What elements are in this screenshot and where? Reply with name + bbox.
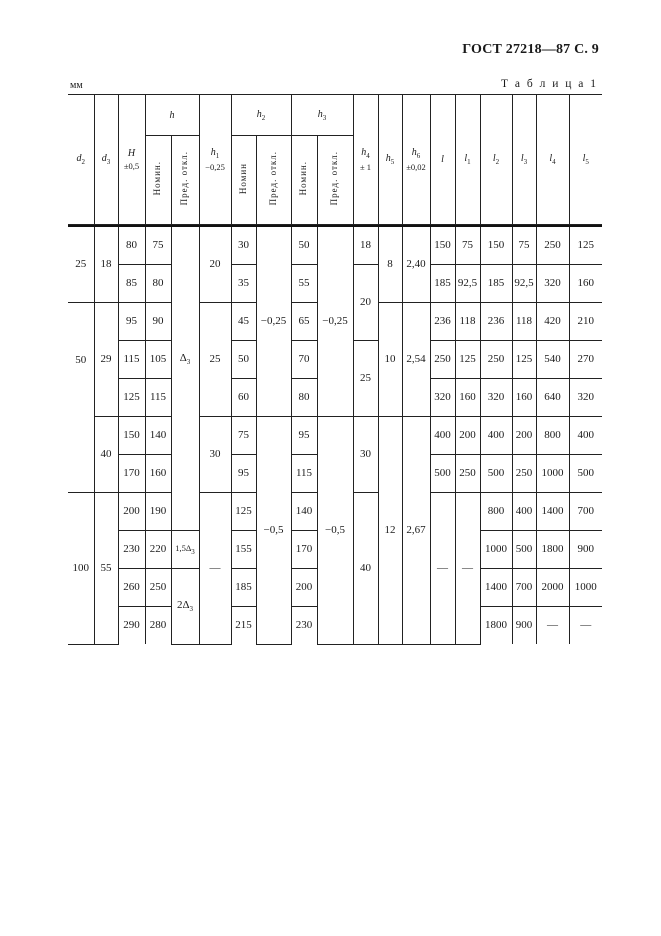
cell-H: 260 (118, 569, 145, 607)
cell-l4: 250 (536, 226, 569, 265)
cell-l1: 75 (455, 226, 480, 265)
cell-l4: 1800 (536, 531, 569, 569)
col-h2: $h_2$ (231, 95, 291, 136)
cell-l3: 250 (512, 455, 536, 493)
cell-l2: 185 (480, 265, 512, 303)
cell-h4-20: 20 (353, 265, 378, 341)
cell-l2: 250 (480, 341, 512, 379)
cell-h-nom: 105 (145, 341, 171, 379)
cell-l4: 320 (536, 265, 569, 303)
col-l: l (430, 95, 455, 225)
cell-h5-10: 10 (378, 303, 402, 417)
cell-h3-nom: 115 (291, 455, 317, 493)
cell-l3: 900 (512, 607, 536, 645)
cell-h-dev-a-cont (171, 493, 199, 531)
cell-l5: 700 (569, 493, 602, 531)
cell-h6-a: 2,40 (402, 226, 430, 303)
cell-h1-30: 30 (199, 417, 231, 493)
cell-d3-29: 29 (94, 303, 118, 417)
cell-h3-nom: 50 (291, 226, 317, 265)
cell-h5-8: 8 (378, 226, 402, 303)
units-label: мм (70, 80, 83, 91)
cell-h2-nom: 35 (231, 265, 256, 303)
cell-h-nom: 115 (145, 379, 171, 417)
col-h2-nominal: Номин (231, 136, 256, 225)
cell-l4: — (536, 607, 569, 645)
cell-h3-nom: 140 (291, 493, 317, 531)
cell-h-nom: 75 (145, 226, 171, 265)
cell-h-nom: 220 (145, 531, 171, 569)
col-l5: $l_5$ (569, 95, 602, 225)
col-l3: $l_3$ (512, 95, 536, 225)
cell-h-dev-c: $2\Delta_3$ (171, 569, 199, 645)
table-caption: Т а б л и ц а 1 (500, 78, 598, 90)
cell-h3-nom: 70 (291, 341, 317, 379)
cell-H: 125 (118, 379, 145, 417)
cell-h2-dev-a: −0,25 (256, 226, 291, 417)
cell-l1: 125 (455, 341, 480, 379)
cell-l: 236 (430, 303, 455, 341)
cell-H: 115 (118, 341, 145, 379)
cell-h4-30: 30 (353, 417, 378, 493)
cell-h-nom: 140 (145, 417, 171, 455)
cell-l2: 1400 (480, 569, 512, 607)
cell-h2-nom: 50 (231, 341, 256, 379)
cell-l1: 200 (455, 417, 480, 455)
cell-h3-nom: 95 (291, 417, 317, 455)
cell-h3-nom: 200 (291, 569, 317, 607)
col-l1: $l_1$ (455, 95, 480, 225)
cell-h-dev-a: $\Delta_3$ (171, 226, 199, 493)
cell-l3: 118 (512, 303, 536, 341)
cell-l3: 75 (512, 226, 536, 265)
cell-l1: 250 (455, 455, 480, 493)
cell-l5: 320 (569, 379, 602, 417)
cell-l: 250 (430, 341, 455, 379)
cell-l5: 160 (569, 265, 602, 303)
cell-h4-25: 25 (353, 341, 378, 417)
cell-h2-nom: 185 (231, 569, 256, 607)
cell-H: 200 (118, 493, 145, 531)
col-h: h (145, 95, 199, 136)
cell-d2-25: 25 (68, 226, 94, 303)
cell-l5: 500 (569, 455, 602, 493)
col-h2-deviation: Пред. откл. (256, 136, 291, 225)
cell-h3-dev-a: −0,25 (317, 226, 353, 417)
cell-l2: 800 (480, 493, 512, 531)
cell-l2: 320 (480, 379, 512, 417)
col-l4: $l_4$ (536, 95, 569, 225)
cell-l3: 200 (512, 417, 536, 455)
col-h6: $h_6$ ±0,02 (402, 95, 430, 225)
cell-H: 80 (118, 226, 145, 265)
col-h4: $h_4$ ± 1 (353, 95, 378, 225)
cell-l3: 125 (512, 341, 536, 379)
cell-h-nom: 160 (145, 455, 171, 493)
cell-h-nom: 280 (145, 607, 171, 645)
cell-h-nom: 250 (145, 569, 171, 607)
cell-h2-dev-b: −0,5 (256, 417, 291, 645)
cell-l4: 1400 (536, 493, 569, 531)
cell-h-nom: 190 (145, 493, 171, 531)
cell-l5: 210 (569, 303, 602, 341)
cell-d2-100: 100 (68, 493, 94, 645)
cell-l4: 540 (536, 341, 569, 379)
cell-d3-40: 40 (94, 417, 118, 493)
cell-l5: 900 (569, 531, 602, 569)
col-l2: $l_2$ (480, 95, 512, 225)
cell-h5-12: 12 (378, 417, 402, 645)
cell-l5: 400 (569, 417, 602, 455)
cell-l1: 92,5 (455, 265, 480, 303)
cell-h2-nom: 30 (231, 226, 256, 265)
cell-h1-25: 25 (199, 303, 231, 417)
cell-h2-nom: 95 (231, 455, 256, 493)
cell-h2-nom: 125 (231, 493, 256, 531)
cell-l2: 236 (480, 303, 512, 341)
cell-l4: 2000 (536, 569, 569, 607)
cell-h-nom: 80 (145, 265, 171, 303)
cell-l: 500 (430, 455, 455, 493)
cell-l: 320 (430, 379, 455, 417)
page-header: ГОСТ 27218—87 С. 9 (462, 42, 599, 57)
cell-l2: 1000 (480, 531, 512, 569)
cell-d2-50-cont (68, 417, 94, 493)
col-h3: $h_3$ (291, 95, 353, 136)
cell-l4: 1000 (536, 455, 569, 493)
cell-h2-nom: 215 (231, 607, 256, 645)
cell-d2-50: 50 (68, 303, 94, 417)
cell-l3: 160 (512, 379, 536, 417)
col-d2: $d_2$ (68, 95, 94, 225)
cell-H: 170 (118, 455, 145, 493)
cell-H: 95 (118, 303, 145, 341)
cell-l2: 1800 (480, 607, 512, 645)
cell-l4: 800 (536, 417, 569, 455)
cell-l2: 150 (480, 226, 512, 265)
cell-h3-nom: 65 (291, 303, 317, 341)
col-H: H ±0,5 (118, 95, 145, 225)
cell-l5: 1000 (569, 569, 602, 607)
cell-H: 290 (118, 607, 145, 645)
col-h-nominal: Номин. (145, 136, 171, 225)
cell-H: 150 (118, 417, 145, 455)
cell-h2-nom: 60 (231, 379, 256, 417)
cell-l3: 400 (512, 493, 536, 531)
cell-H: 230 (118, 531, 145, 569)
col-h5: $h_5$ (378, 95, 402, 225)
cell-l: 400 (430, 417, 455, 455)
cell-h3-dev-b: −0,5 (317, 417, 353, 645)
cell-h6-c: 2,67 (402, 417, 430, 645)
cell-h1-20: 20 (199, 226, 231, 303)
cell-d3-55: 55 (94, 493, 118, 645)
cell-h-dev-b: $1,5\Delta_3$ (171, 531, 199, 569)
cell-l1-dash: — (455, 493, 480, 645)
cell-h3-nom: 230 (291, 607, 317, 645)
col-h3-deviation: Пред. откл. (317, 136, 353, 225)
cell-l4: 420 (536, 303, 569, 341)
cell-h1-dash: — (199, 493, 231, 645)
cell-l3: 92,5 (512, 265, 536, 303)
cell-l1: 160 (455, 379, 480, 417)
cell-l3: 700 (512, 569, 536, 607)
col-h1: $h_1$ −0,25 (199, 95, 231, 225)
cell-h3-nom: 170 (291, 531, 317, 569)
cell-l5: 125 (569, 226, 602, 265)
cell-l: 150 (430, 226, 455, 265)
cell-l3: 500 (512, 531, 536, 569)
cell-h6-b: 2,54 (402, 303, 430, 417)
cell-h-nom: 90 (145, 303, 171, 341)
cell-h3-nom: 80 (291, 379, 317, 417)
cell-l-dash: — (430, 493, 455, 645)
cell-d3-18: 18 (94, 226, 118, 303)
cell-H: 85 (118, 265, 145, 303)
cell-h3-nom: 55 (291, 265, 317, 303)
cell-l2: 500 (480, 455, 512, 493)
cell-l5: 270 (569, 341, 602, 379)
cell-l: 185 (430, 265, 455, 303)
cell-h2-nom: 75 (231, 417, 256, 455)
cell-l1: 118 (455, 303, 480, 341)
cell-h2-nom: 155 (231, 531, 256, 569)
cell-l5: — (569, 607, 602, 645)
col-d3: $d_3$ (94, 95, 118, 225)
dimensions-table (68, 94, 602, 645)
cell-h2-nom: 45 (231, 303, 256, 341)
cell-h4-18: 18 (353, 226, 378, 265)
col-h-deviation: Пред. откл. (171, 136, 199, 225)
col-h3-nominal: Номин. (291, 136, 317, 225)
cell-l4: 640 (536, 379, 569, 417)
cell-h4-40: 40 (353, 493, 378, 645)
cell-l2: 400 (480, 417, 512, 455)
